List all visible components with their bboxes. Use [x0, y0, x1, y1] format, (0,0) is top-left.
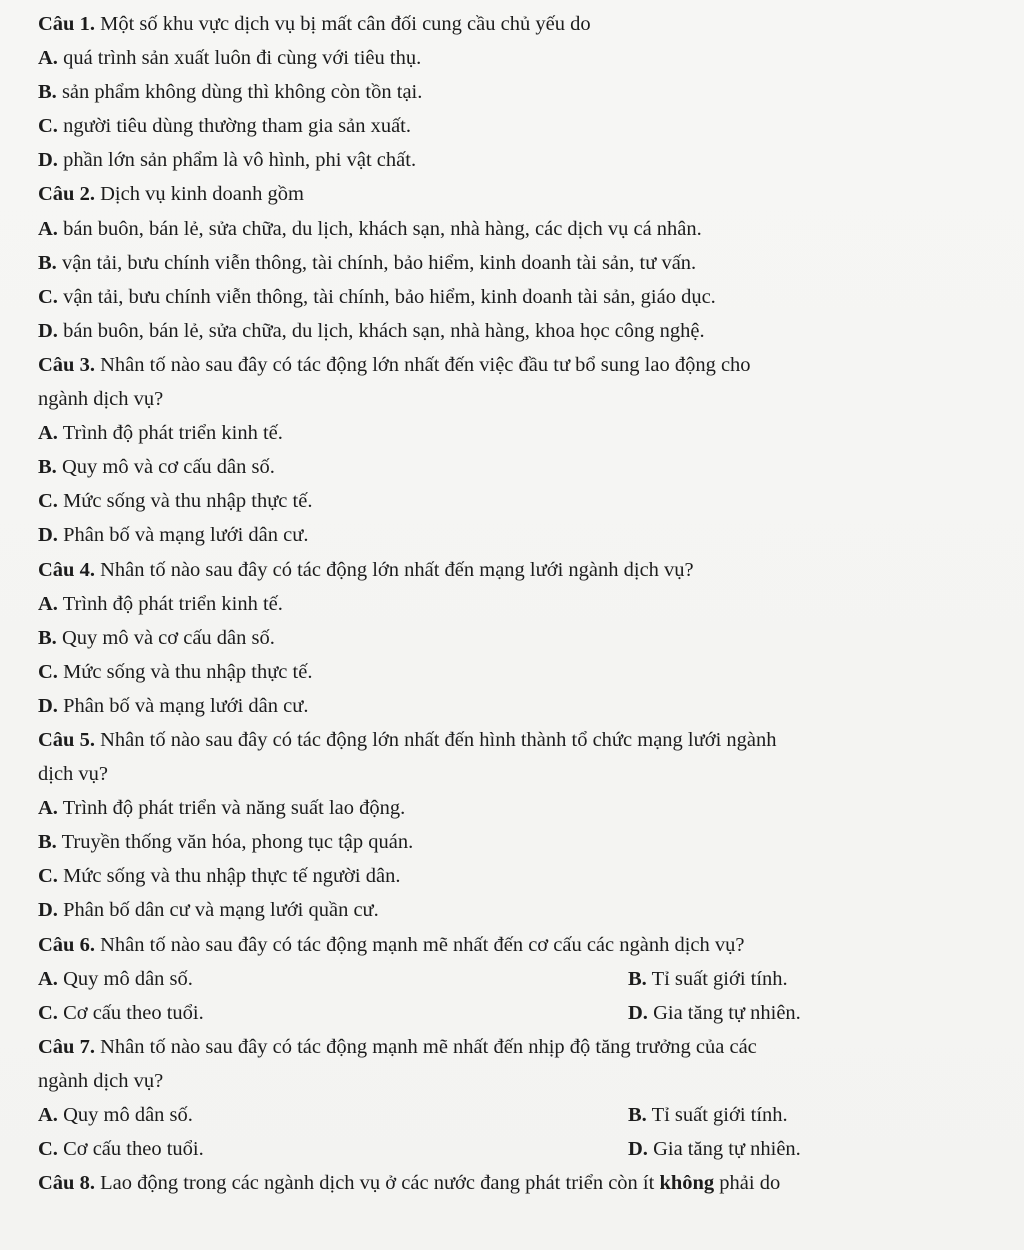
- question-1: [38, 7, 1004, 177]
- question-2: [38, 177, 1004, 347]
- question-stem-continuation: ngành dịch vụ?: [38, 1069, 164, 1092]
- option-a: A. Trình độ phát triển kinh tế.: [38, 592, 283, 615]
- emphasis-word: không: [659, 1172, 715, 1195]
- question-label: Câu 3.: [38, 353, 95, 376]
- option-c: C. Cơ cấu theo tuổi.: [38, 1138, 204, 1161]
- option-d: D. phần lớn sản phẩm là vô hình, phi vật chất.: [38, 149, 417, 172]
- option-b: B. Truyền thống văn hóa, phong tục tập quán.: [38, 831, 414, 854]
- question-label: Câu 2.: [38, 183, 95, 206]
- option-a: A. Quy mô dân số.: [38, 1104, 193, 1126]
- question-label: Câu 4.: [38, 558, 95, 581]
- question-label: Câu 5.: [38, 728, 95, 751]
- question-stem-continuation: ngành dịch vụ?: [38, 388, 164, 411]
- option-b: B. Quy mô và cơ cấu dân số.: [38, 626, 275, 649]
- question-stem: Câu 3. Nhân tố nào sau đây có tác động lớn nhất đến việc đầu tư bổ sung lao động cho: [38, 353, 751, 376]
- option-row: [38, 962, 1004, 996]
- question-3: [38, 348, 1004, 553]
- option-c: C. Cơ cấu theo tuổi.: [38, 1001, 204, 1024]
- question-label: Câu 1.: [38, 13, 95, 35]
- question-stem: Câu 6. Nhân tố nào sau đây có tác động mạnh mẽ nhất đến cơ cấu các ngành dịch vụ?: [38, 933, 745, 956]
- option-c: C. người tiêu dùng thường tham gia sản xuất.: [38, 115, 412, 138]
- option-c: C. vận tải, bưu chính viễn thông, tài chính, bảo hiểm, kinh doanh tài sản, giáo dục.: [38, 285, 716, 308]
- question-6: [38, 928, 1004, 1030]
- question-8: [38, 1166, 1004, 1200]
- option-b: B. Tỉ suất giới tính.: [628, 1104, 788, 1126]
- option-row: [38, 996, 1004, 1030]
- question-stem: Câu 8. Lao động trong các ngành dịch vụ ở các nước đang phát triển còn ít không phải do: [38, 1172, 781, 1195]
- question-stem: Câu 2. Dịch vụ kinh doanh gồm: [38, 183, 304, 206]
- option-c: C. Mức sống và thu nhập thực tế.: [38, 490, 313, 513]
- option-row: [38, 1098, 1004, 1132]
- question-label: Câu 8.: [38, 1172, 95, 1195]
- option-b: B. Tỉ suất giới tính.: [628, 967, 788, 990]
- option-a: A. Trình độ phát triển và năng suất lao động.: [38, 797, 406, 820]
- question-stem-continuation: dịch vụ?: [38, 763, 109, 786]
- option-a: A. Trình độ phát triển kinh tế.: [38, 422, 283, 445]
- question-stem: Câu 7. Nhân tố nào sau đây có tác động mạnh mẽ nhất đến nhịp độ tăng trưởng của các: [38, 1035, 757, 1058]
- option-d: D. Phân bố và mạng lưới dân cư.: [38, 694, 309, 717]
- option-d: D. Gia tăng tự nhiên.: [628, 1001, 801, 1024]
- option-d: D. Gia tăng tự nhiên.: [628, 1138, 801, 1161]
- option-b: B. sản phẩm không dùng thì không còn tồn tại.: [38, 81, 423, 104]
- question-stem: Câu 1. Một số khu vực dịch vụ bị mất cân đối cung cầu chủ yếu do: [38, 13, 591, 35]
- option-b: B. Quy mô và cơ cấu dân số.: [38, 456, 275, 479]
- question-label: Câu 6.: [38, 933, 95, 956]
- question-4: [38, 553, 1004, 723]
- option-a: A. Quy mô dân số.: [38, 967, 193, 990]
- question-7: [38, 1030, 1004, 1166]
- question-stem: Câu 4. Nhân tố nào sau đây có tác động lớn nhất đến mạng lưới ngành dịch vụ?: [38, 558, 694, 581]
- option-a: A. quá trình sản xuất luôn đi cùng với tiêu thụ.: [38, 47, 422, 70]
- question-stem: Câu 5. Nhân tố nào sau đây có tác động lớn nhất đến hình thành tổ chức mạng lưới ngành: [38, 728, 777, 751]
- option-d: D. Phân bố dân cư và mạng lưới quần cư.: [38, 899, 379, 922]
- option-a: A. bán buôn, bán lẻ, sửa chữa, du lịch, khách sạn, nhà hàng, các dịch vụ cá nhân.: [38, 217, 702, 240]
- option-c: C. Mức sống và thu nhập thực tế.: [38, 660, 313, 683]
- question-5: [38, 723, 1004, 928]
- option-b: B. vận tải, bưu chính viễn thông, tài chính, bảo hiểm, kinh doanh tài sản, tư vấn.: [38, 251, 697, 274]
- option-d: D. Phân bố và mạng lưới dân cư.: [38, 524, 309, 547]
- option-row: [38, 1132, 1004, 1166]
- option-d: D. bán buôn, bán lẻ, sửa chữa, du lịch, khách sạn, nhà hàng, khoa học công nghệ.: [38, 319, 705, 342]
- option-c: C. Mức sống và thu nhập thực tế người dân.: [38, 865, 401, 888]
- question-label: Câu 7.: [38, 1035, 95, 1058]
